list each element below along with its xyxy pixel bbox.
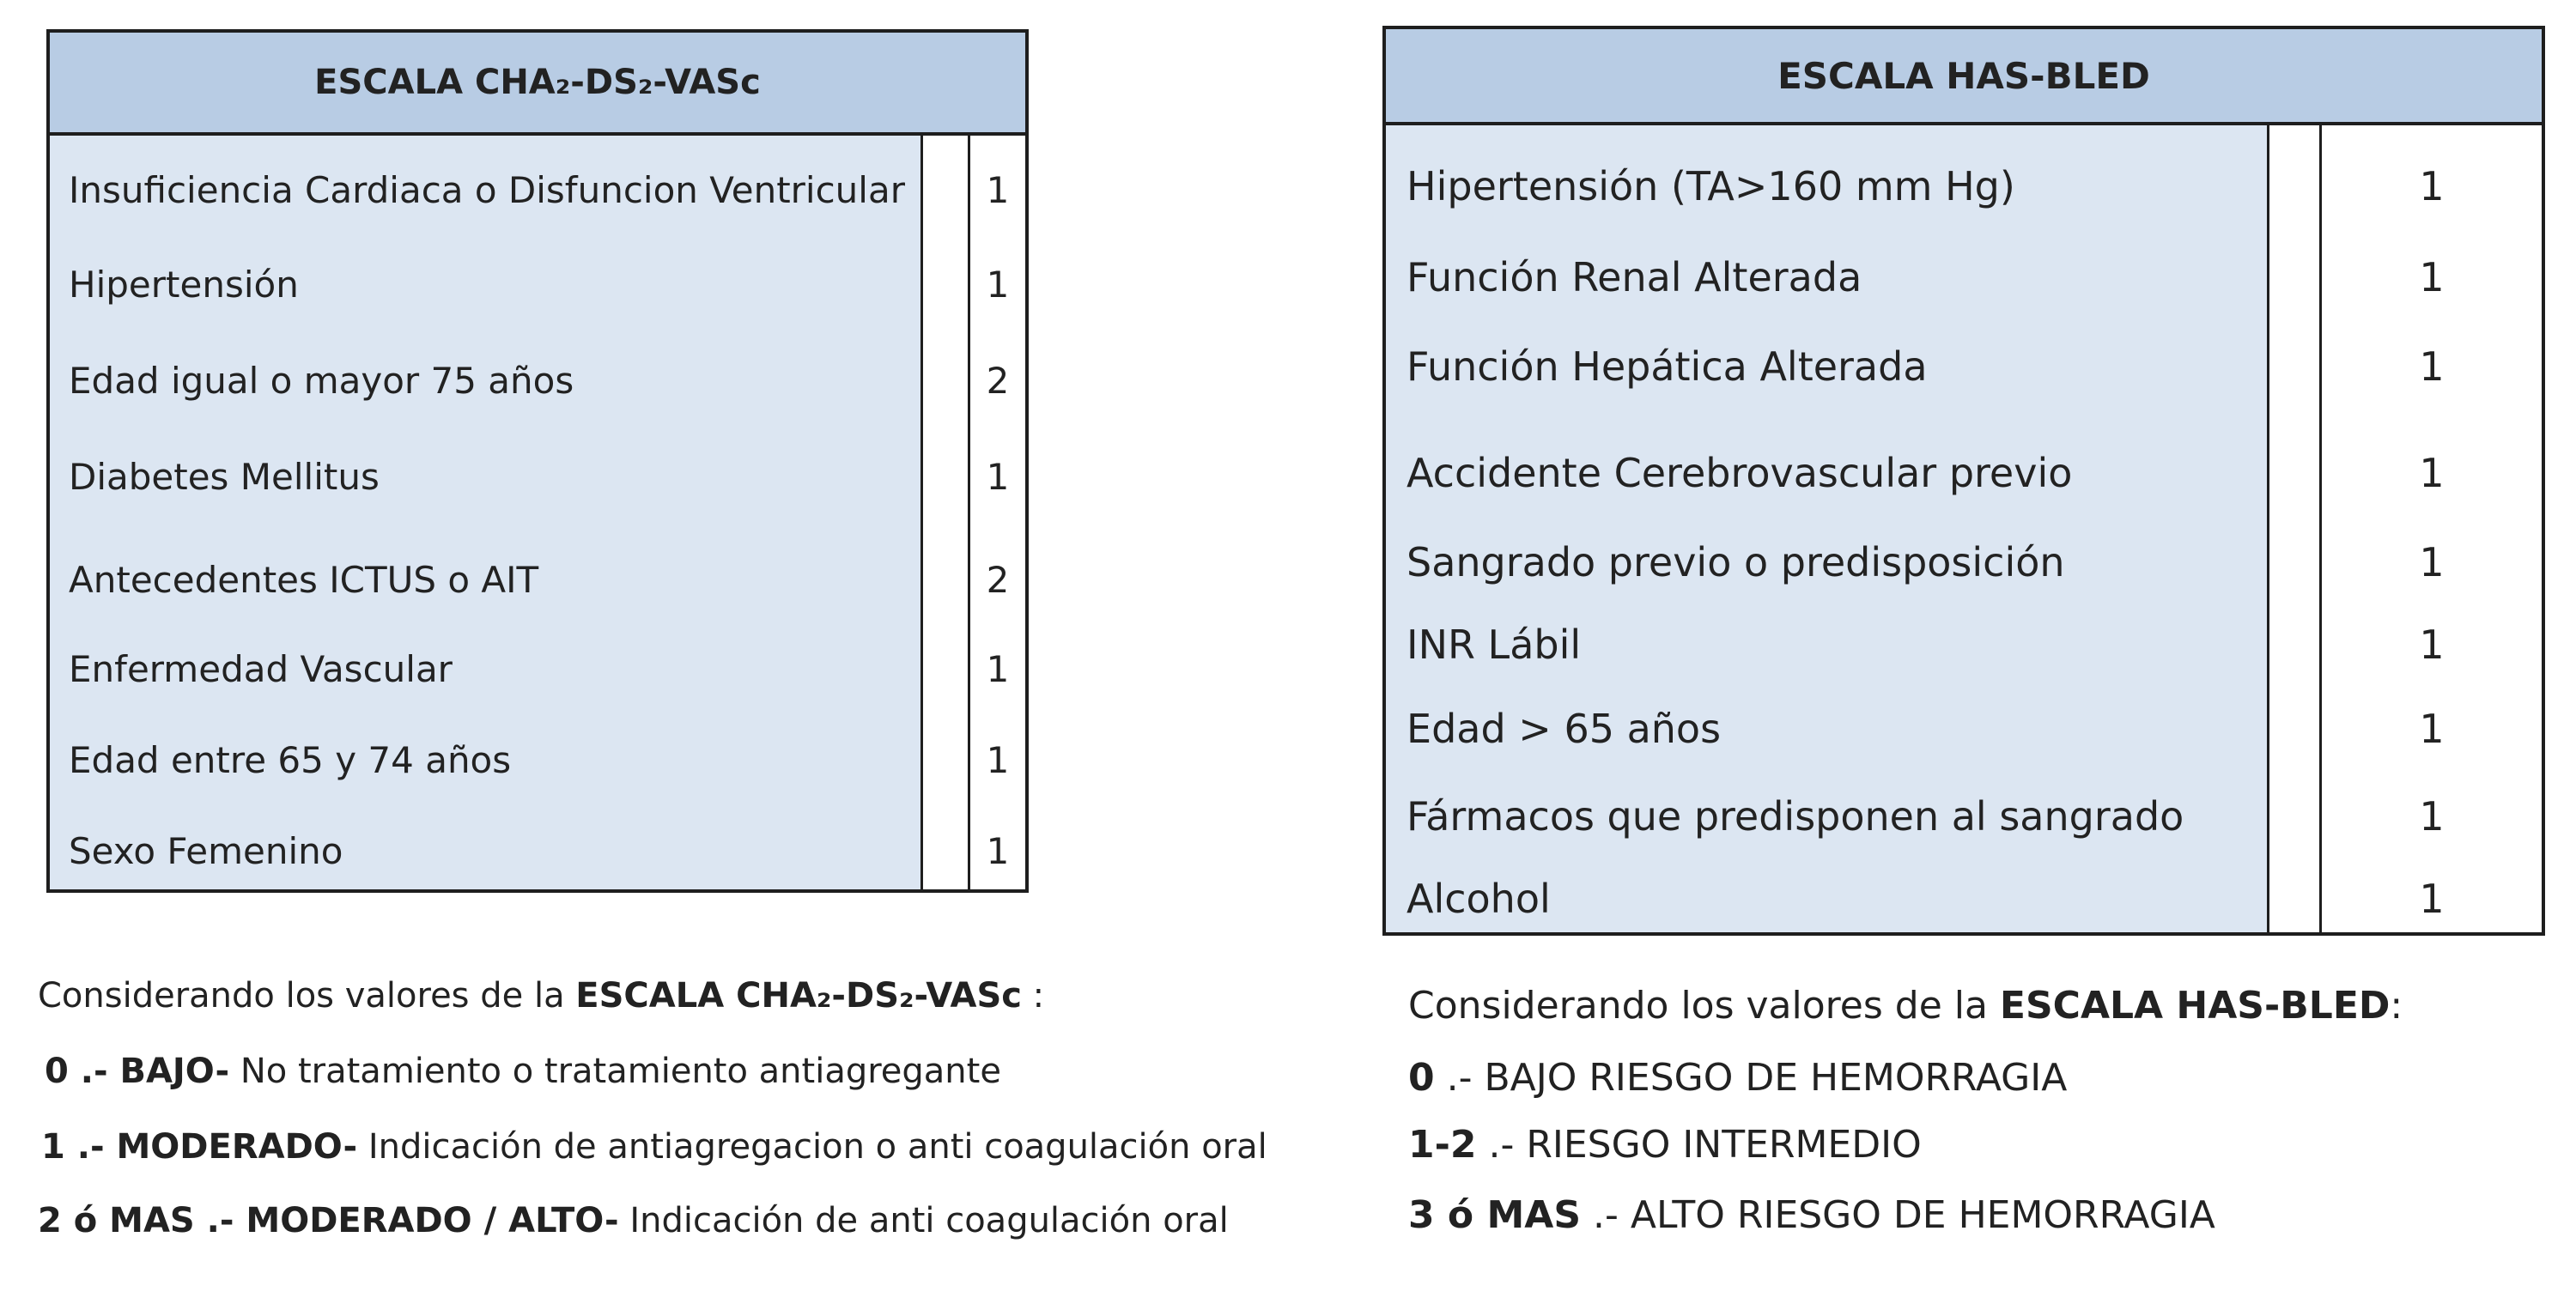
criterion-score: 1 bbox=[2419, 163, 2445, 209]
criterion-label: Función Renal Alterada bbox=[1406, 254, 1862, 300]
table-row bbox=[1386, 699, 2542, 759]
risk-level-text: .- ALTO RIESGO DE HEMORRAGIA bbox=[1581, 1193, 2215, 1237]
table-row bbox=[1386, 869, 2542, 929]
criterion-label: Alcohol bbox=[1406, 876, 1551, 922]
criterion-label: Fármacos que predisponen al sangrado bbox=[1406, 793, 2184, 840]
criterion-label: Edad igual o mayor 75 años bbox=[69, 359, 574, 402]
criterion-score: 1 bbox=[2419, 539, 2445, 585]
intro-text: Considerando los valores de la bbox=[38, 976, 576, 1016]
criterion-label: Insuficiencia Cardiaca o Disfuncion Ventricular bbox=[69, 168, 905, 211]
intro-text: Considerando los valores de la bbox=[1408, 984, 2000, 1028]
table-row bbox=[50, 551, 1025, 608]
criterion-score: 1 bbox=[986, 263, 1010, 306]
risk-level-value: 0 bbox=[1408, 1056, 1435, 1100]
criterion-label: Hipertensión bbox=[69, 263, 299, 306]
criterion-score: 1 bbox=[986, 829, 1010, 872]
has-bled-title: ESCALA HAS-BLED bbox=[1386, 29, 2542, 125]
criterion-label: Antecedentes ICTUS o AIT bbox=[69, 558, 539, 601]
risk-level-text: .- BAJO RIESGO DE HEMORRAGIA bbox=[1434, 1056, 2068, 1100]
risk-level-text: Indicación de anti coagulación oral bbox=[618, 1201, 1229, 1240]
criterion-score: 1 bbox=[986, 738, 1010, 781]
table-row bbox=[50, 256, 1025, 312]
table-row bbox=[50, 640, 1025, 697]
risk-level bbox=[1408, 1123, 1922, 1167]
criterion-label: Edad entre 65 y 74 años bbox=[69, 738, 512, 781]
risk-level-text: No tratamiento o tratamiento antiagregante bbox=[229, 1052, 1001, 1091]
table-row bbox=[50, 731, 1025, 788]
criterion-label: Sangrado previo o predisposición bbox=[1406, 539, 2065, 585]
intro-end: : bbox=[2390, 984, 2403, 1028]
criterion-score: 1 bbox=[2419, 876, 2445, 922]
table-row bbox=[1386, 786, 2542, 846]
criterion-score: 1 bbox=[2419, 450, 2445, 496]
table-row bbox=[1386, 156, 2542, 216]
table-row bbox=[50, 822, 1025, 879]
criterion-label: Sexo Femenino bbox=[69, 829, 343, 872]
intro-scale-name: ESCALA HAS-BLED bbox=[1999, 984, 2391, 1028]
risk-level bbox=[45, 1054, 1001, 1089]
risk-level-value: 1 .- MODERADO- bbox=[41, 1127, 358, 1167]
notes-intro bbox=[38, 976, 1045, 1016]
has-bled-table bbox=[1382, 26, 2545, 936]
table-row bbox=[1386, 532, 2542, 592]
risk-level-value: 3 ó MAS bbox=[1408, 1193, 1582, 1237]
criterion-score: 1 bbox=[986, 455, 1010, 498]
risk-level-text: Indicación de antiagregacion o anti coagulación oral bbox=[357, 1127, 1267, 1167]
table-row bbox=[1386, 443, 2542, 503]
risk-level-text: .- RIESGO INTERMEDIO bbox=[1476, 1123, 1922, 1167]
notes-intro bbox=[1408, 984, 2403, 1028]
criterion-label: Enfermedad Vascular bbox=[69, 647, 453, 690]
cha2ds2-vasc-title: ESCALA CHA₂-DS₂-VASc bbox=[50, 33, 1025, 136]
has-bled-body bbox=[1386, 125, 2542, 932]
table-row bbox=[1386, 615, 2542, 675]
risk-level-value: 0 .- BAJO- bbox=[45, 1052, 230, 1091]
criterion-score: 2 bbox=[986, 558, 1010, 601]
criterion-score: 1 bbox=[2419, 706, 2445, 752]
risk-level-value: 2 ó MAS .- MODERADO / ALTO- bbox=[38, 1201, 619, 1240]
criterion-score: 2 bbox=[986, 359, 1010, 402]
risk-level bbox=[38, 1201, 1229, 1240]
criterion-score: 1 bbox=[2419, 343, 2445, 390]
criterion-label: Edad > 65 años bbox=[1406, 706, 1722, 752]
criterion-label: Diabetes Mellitus bbox=[69, 455, 380, 498]
table-row bbox=[50, 161, 1025, 218]
cha2ds2-vasc-table bbox=[46, 29, 1029, 893]
criterion-label: Accidente Cerebrovascular previo bbox=[1406, 450, 2073, 496]
criterion-score: 1 bbox=[2419, 793, 2445, 840]
criterion-score: 1 bbox=[986, 647, 1010, 690]
intro-scale-name: ESCALA CHA₂-DS₂-VASc bbox=[575, 976, 1022, 1016]
table-row bbox=[50, 352, 1025, 409]
intro-end: : bbox=[1021, 976, 1045, 1016]
risk-level bbox=[41, 1127, 1267, 1167]
cha2ds2-vasc-body bbox=[50, 136, 1025, 889]
criterion-score: 1 bbox=[2419, 254, 2445, 300]
risk-level bbox=[1408, 1193, 2215, 1237]
table-row bbox=[1386, 337, 2542, 397]
criterion-score: 1 bbox=[986, 168, 1010, 211]
table-row bbox=[50, 448, 1025, 505]
criterion-score: 1 bbox=[2419, 622, 2445, 668]
criterion-label: Hipertensión (TA>160 mm Hg) bbox=[1406, 163, 2015, 209]
table-row bbox=[1386, 247, 2542, 307]
risk-level bbox=[1408, 1056, 2068, 1100]
risk-level-value: 1-2 bbox=[1408, 1123, 1477, 1167]
criterion-label: Función Hepática Alterada bbox=[1406, 343, 1928, 390]
criterion-label: INR Lábil bbox=[1406, 622, 1582, 668]
